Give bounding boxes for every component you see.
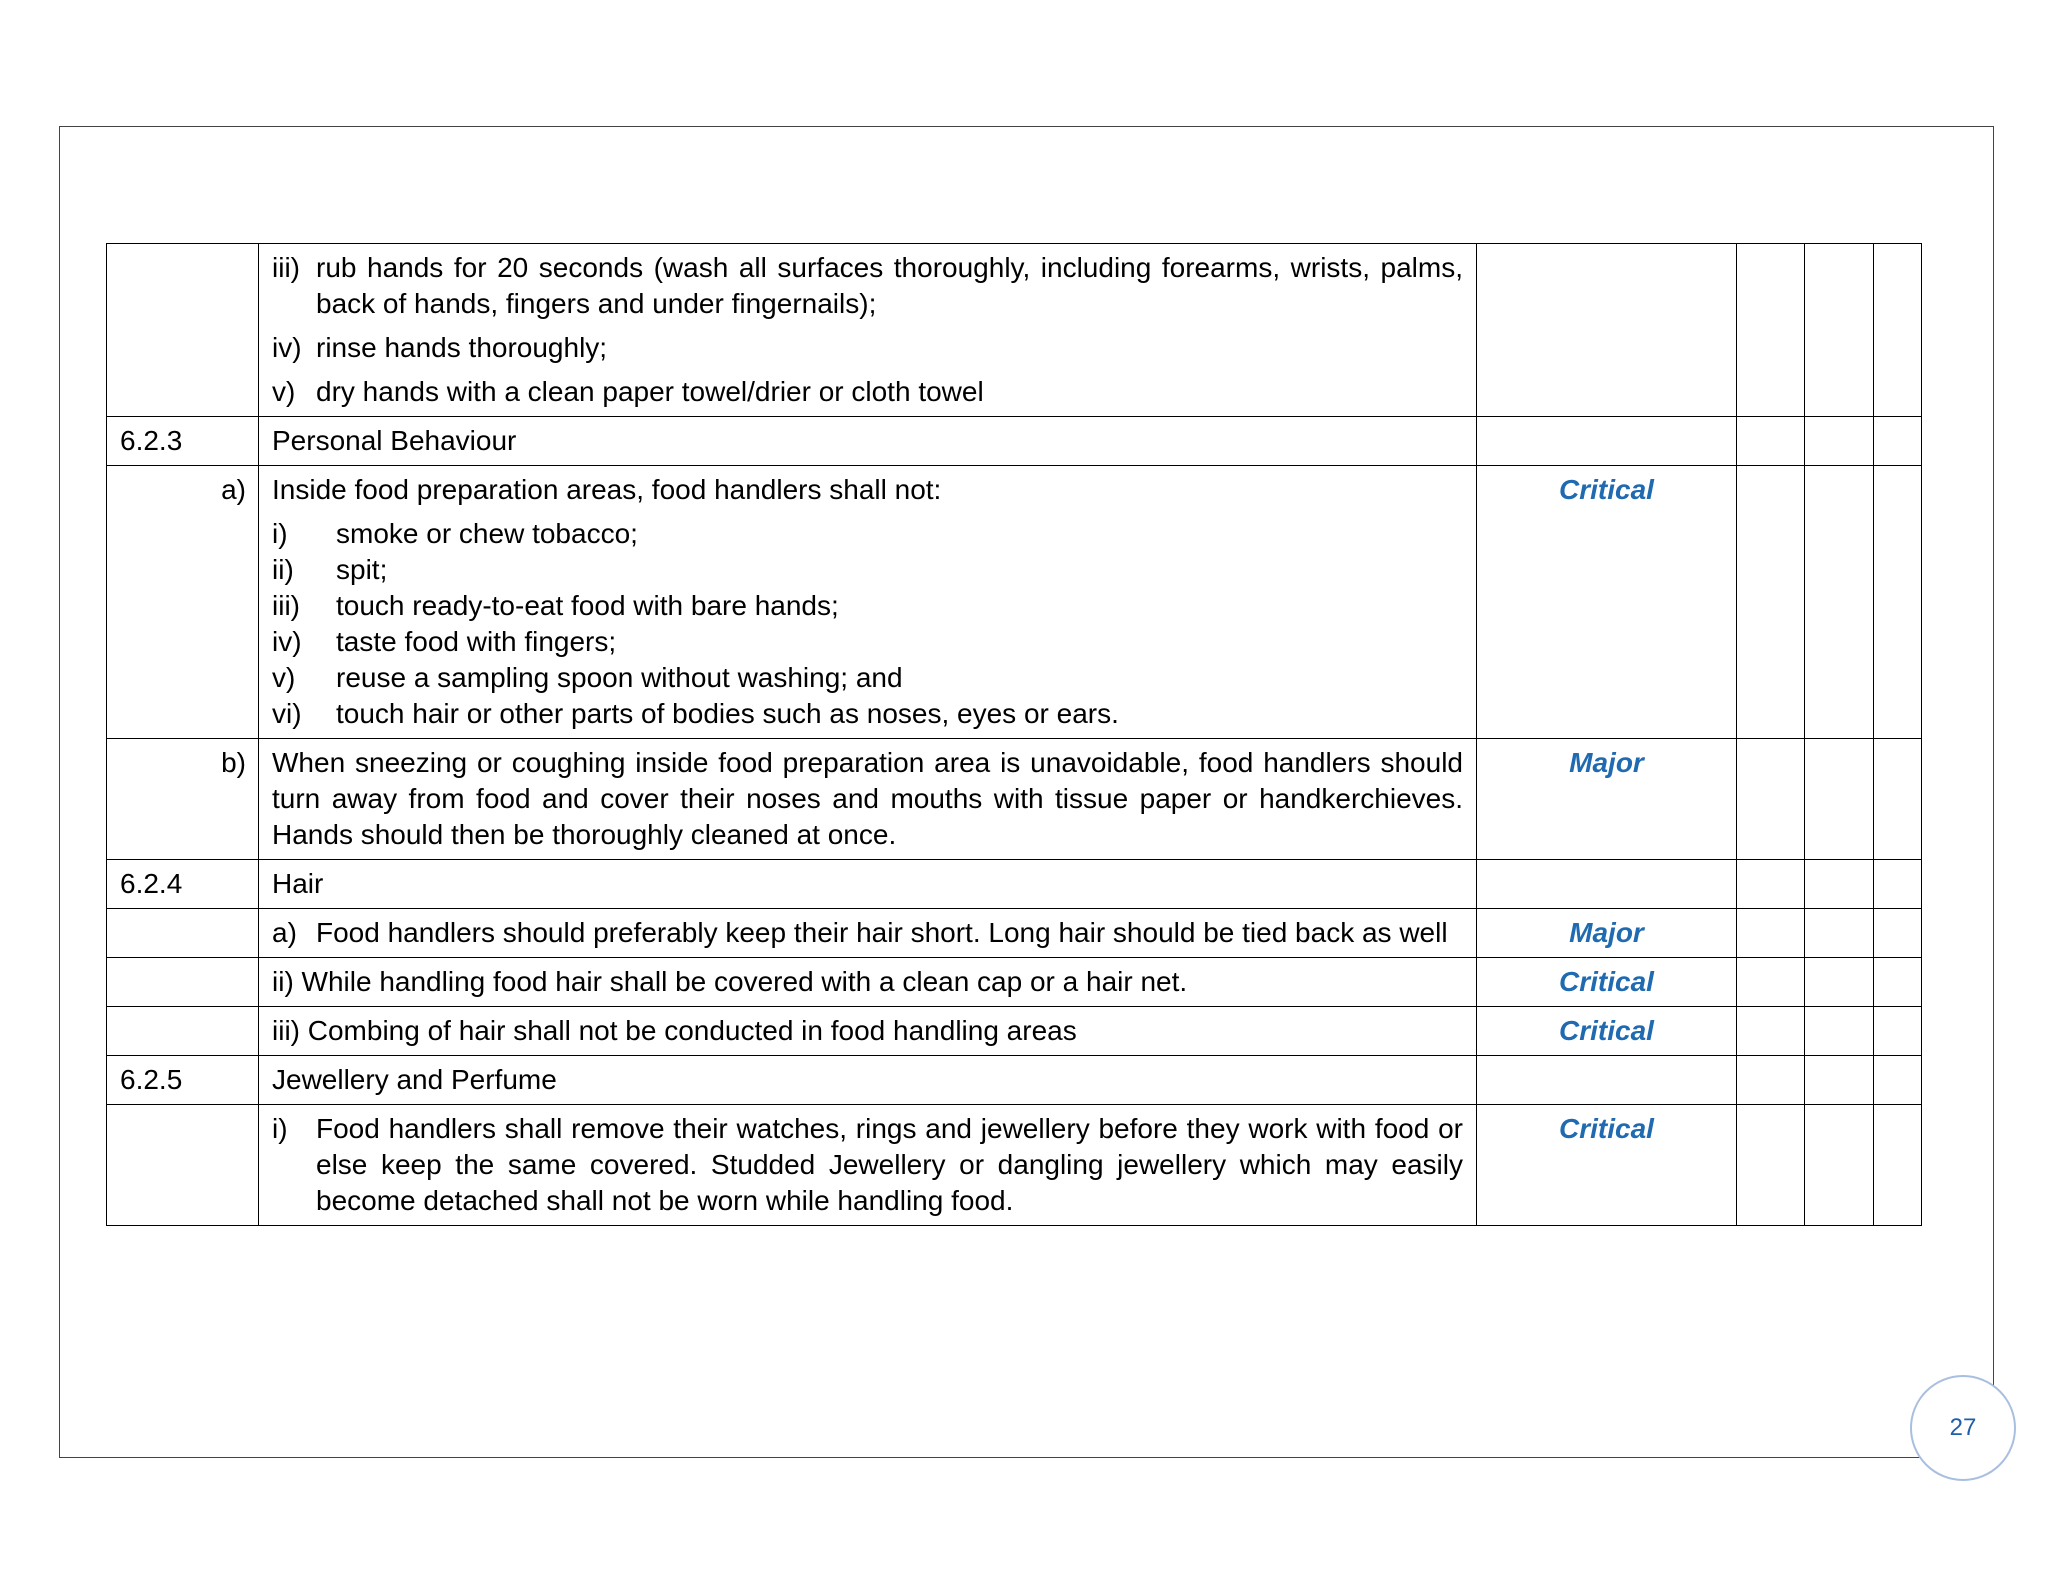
check-cell (1874, 1007, 1922, 1056)
check-cell (1737, 958, 1805, 1007)
clause-number: 6.2.5 (107, 1056, 259, 1105)
list-marker: i) (272, 518, 288, 549)
table-row (107, 1105, 1922, 1226)
check-cell (1874, 417, 1922, 466)
check-cell (1805, 244, 1874, 417)
list-item (272, 374, 1463, 410)
severity-cell (1477, 860, 1737, 909)
table-row (107, 1007, 1922, 1056)
check-cell (1874, 739, 1922, 860)
severity-label: Critical (1477, 1007, 1737, 1056)
table-row (107, 909, 1922, 958)
section-heading: Personal Behaviour (259, 417, 1477, 466)
list-marker: vi) (272, 698, 302, 729)
list-marker: iv) (272, 626, 302, 657)
check-cell (1874, 466, 1922, 739)
check-cell (1737, 1007, 1805, 1056)
requirement-cell (259, 1105, 1477, 1226)
list-text: Food handlers should preferably keep their hair short. Long hair should be tied back as well (316, 917, 1448, 948)
check-cell (1737, 244, 1805, 417)
severity-cell (1477, 417, 1737, 466)
severity-label: Major (1477, 909, 1737, 958)
list-marker: a) (272, 917, 297, 948)
list-marker: iii) (272, 252, 300, 283)
check-cell (1805, 909, 1874, 958)
requirement-text: When sneezing or coughing inside food preparation area is unavoidable, food handlers should turn away from food and cover their noses and mouths with tissue paper or handkerchieves. Hands should then be thoroughly cleaned at once. (259, 739, 1477, 860)
table-row (107, 417, 1922, 466)
requirement-text: ii) While handling food hair shall be covered with a clean cap or a hair net. (259, 958, 1477, 1007)
check-cell (1805, 739, 1874, 860)
list-text: touch hair or other parts of bodies such as noses, eyes or ears. (336, 698, 1119, 729)
list-item (272, 588, 1463, 624)
clause-number-cell (107, 1007, 259, 1056)
check-cell (1737, 417, 1805, 466)
list-item (272, 915, 1463, 951)
check-cell (1737, 909, 1805, 958)
check-cell (1805, 958, 1874, 1007)
page-number-badge (1910, 1375, 2016, 1481)
list-text: rinse hands thoroughly; (316, 332, 608, 363)
requirement-lead: Inside food preparation areas, food handlers shall not: (272, 474, 942, 505)
list-item (272, 696, 1463, 732)
clause-number-cell (107, 909, 259, 958)
table-row (107, 1056, 1922, 1105)
table-row (107, 739, 1922, 860)
list-marker: i) (272, 1113, 288, 1144)
severity-label: Critical (1477, 958, 1737, 1007)
list-marker: v) (272, 376, 296, 407)
check-cell (1874, 860, 1922, 909)
clause-marker: a) (107, 466, 259, 739)
clause-number: 6.2.4 (107, 860, 259, 909)
page-number: 27 (1949, 1414, 1977, 1441)
list-marker: v) (272, 662, 296, 693)
section-heading: Hair (259, 860, 1477, 909)
check-cell (1737, 860, 1805, 909)
check-cell (1805, 860, 1874, 909)
check-cell (1874, 244, 1922, 417)
clause-number: 6.2.3 (107, 417, 259, 466)
list-text: smoke or chew tobacco; (336, 518, 638, 549)
table-row (107, 860, 1922, 909)
list-text: reuse a sampling spoon without washing; and (336, 662, 903, 693)
check-cell (1805, 1056, 1874, 1105)
check-cell (1874, 1056, 1922, 1105)
check-cell (1737, 1056, 1805, 1105)
checklist-table (106, 243, 1922, 1226)
check-cell (1737, 466, 1805, 739)
requirement-cell (259, 466, 1477, 739)
clause-marker: b) (107, 739, 259, 860)
severity-label: Critical (1477, 466, 1737, 739)
list-text: Food handlers shall remove their watches, rings and jewellery before they work with food or else keep the same covered. Studded Jewellery or dangling jewellery which may easily become detached shall not be worn while handling food. (316, 1113, 1463, 1216)
check-cell (1805, 1007, 1874, 1056)
requirement-cell (259, 909, 1477, 958)
list-item (272, 660, 1463, 696)
clause-number-cell (107, 958, 259, 1007)
section-heading: Jewellery and Perfume (259, 1056, 1477, 1105)
severity-label: Major (1477, 739, 1737, 860)
severity-cell (1477, 244, 1737, 417)
table-row (107, 244, 1922, 417)
sub-list (272, 516, 1463, 732)
list-marker: iv) (272, 332, 302, 363)
severity-cell (1477, 1056, 1737, 1105)
list-text: spit; (336, 554, 388, 585)
list-item (272, 1111, 1463, 1219)
list-text: taste food with fingers; (336, 626, 617, 657)
list-item (272, 552, 1463, 588)
list-text: rub hands for 20 seconds (wash all surfaces thoroughly, including forearms, wrists, palms, back of hands, fingers and under fingernails); (316, 252, 1463, 319)
requirement-text: iii) Combing of hair shall not be conducted in food handling areas (259, 1007, 1477, 1056)
check-cell (1805, 466, 1874, 739)
check-cell (1805, 417, 1874, 466)
check-cell (1737, 739, 1805, 860)
table-row (107, 958, 1922, 1007)
check-cell (1737, 1105, 1805, 1226)
list-item (272, 250, 1463, 322)
list-item (272, 624, 1463, 660)
clause-number-cell (107, 244, 259, 417)
clause-number-cell (107, 1105, 259, 1226)
check-cell (1874, 909, 1922, 958)
list-marker: ii) (272, 554, 294, 585)
list-text: touch ready-to-eat food with bare hands; (336, 590, 839, 621)
check-cell (1874, 1105, 1922, 1226)
check-cell (1805, 1105, 1874, 1226)
list-item (272, 516, 1463, 552)
table-row (107, 466, 1922, 739)
requirement-cell (259, 244, 1477, 417)
list-text: dry hands with a clean paper towel/drier or cloth towel (316, 376, 984, 407)
list-item (272, 330, 1463, 366)
severity-label: Critical (1477, 1105, 1737, 1226)
list-marker: iii) (272, 590, 300, 621)
check-cell (1874, 958, 1922, 1007)
